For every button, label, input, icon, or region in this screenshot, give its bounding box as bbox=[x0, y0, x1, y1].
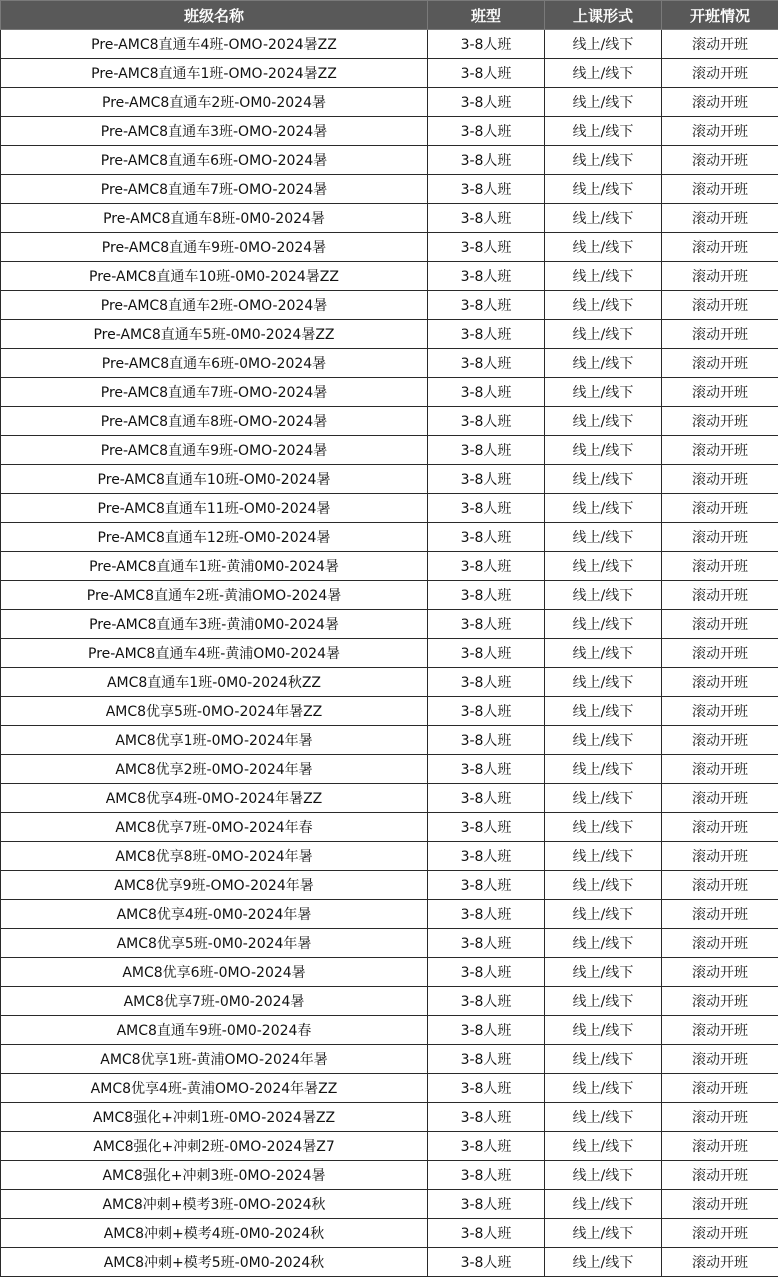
cell-class-mode: 线上/线下 bbox=[545, 639, 662, 668]
cell-class-status: 滚动开班 bbox=[662, 552, 778, 581]
cell-class-status: 滚动开班 bbox=[662, 1219, 778, 1248]
cell-class-name: Pre-AMC8直通车7班-OMO-2024暑 bbox=[1, 378, 428, 407]
table-row bbox=[1, 900, 778, 929]
cell-class-mode: 线上/线下 bbox=[545, 813, 662, 842]
cell-class-mode: 线上/线下 bbox=[545, 1103, 662, 1132]
cell-class-name: Pre-AMC8直通车2班-黄浦OMO-2024暑 bbox=[1, 581, 428, 610]
cell-class-name: Pre-AMC8直通车9班-OMO-2024暑 bbox=[1, 436, 428, 465]
cell-class-name: AMC8优享4班-0MO-2024年暑ZZ bbox=[1, 784, 428, 813]
cell-class-type: 3-8人班 bbox=[428, 987, 545, 1016]
table-row bbox=[1, 987, 778, 1016]
table-row bbox=[1, 581, 778, 610]
table-row bbox=[1, 117, 778, 146]
cell-class-name: AMC8优享4班-0M0-2024年暑 bbox=[1, 900, 428, 929]
cell-class-status: 滚动开班 bbox=[662, 291, 778, 320]
table-row bbox=[1, 59, 778, 88]
cell-class-name: Pre-AMC8直通车3班-OMO-2024暑 bbox=[1, 117, 428, 146]
cell-class-name: AMC8优享1班-0MO-2024年暑 bbox=[1, 726, 428, 755]
cell-class-status: 滚动开班 bbox=[662, 523, 778, 552]
cell-class-name: Pre-AMC8直通车2班-OM0-2024暑 bbox=[1, 88, 428, 117]
cell-class-mode: 线上/线下 bbox=[545, 378, 662, 407]
header-class-mode: 上课形式 bbox=[545, 1, 662, 30]
cell-class-name: Pre-AMC8直通车8班-OMO-2024暑 bbox=[1, 407, 428, 436]
cell-class-mode: 线上/线下 bbox=[545, 320, 662, 349]
table-row bbox=[1, 436, 778, 465]
cell-class-status: 滚动开班 bbox=[662, 30, 778, 59]
cell-class-status: 滚动开班 bbox=[662, 1161, 778, 1190]
cell-class-type: 3-8人班 bbox=[428, 610, 545, 639]
cell-class-name: Pre-AMC8直通车10班-0M0-2024暑ZZ bbox=[1, 262, 428, 291]
cell-class-type: 3-8人班 bbox=[428, 1103, 545, 1132]
cell-class-type: 3-8人班 bbox=[428, 813, 545, 842]
cell-class-status: 滚动开班 bbox=[662, 465, 778, 494]
table-row bbox=[1, 1016, 778, 1045]
header-class-type: 班型 bbox=[428, 1, 545, 30]
cell-class-mode: 线上/线下 bbox=[545, 262, 662, 291]
cell-class-mode: 线上/线下 bbox=[545, 552, 662, 581]
cell-class-mode: 线上/线下 bbox=[545, 958, 662, 987]
cell-class-mode: 线上/线下 bbox=[545, 842, 662, 871]
table-row bbox=[1, 726, 778, 755]
cell-class-status: 滚动开班 bbox=[662, 233, 778, 262]
cell-class-name: AMC8优享7班-0MO-2024年春 bbox=[1, 813, 428, 842]
cell-class-status: 滚动开班 bbox=[662, 726, 778, 755]
cell-class-status: 滚动开班 bbox=[662, 175, 778, 204]
cell-class-name: AMC8优享5班-0M0-2024年暑 bbox=[1, 929, 428, 958]
cell-class-type: 3-8人班 bbox=[428, 59, 545, 88]
table-row bbox=[1, 523, 778, 552]
cell-class-mode: 线上/线下 bbox=[545, 436, 662, 465]
cell-class-status: 滚动开班 bbox=[662, 204, 778, 233]
cell-class-mode: 线上/线下 bbox=[545, 30, 662, 59]
cell-class-name: Pre-AMC8直通车1班-OMO-2024暑ZZ bbox=[1, 59, 428, 88]
cell-class-mode: 线上/线下 bbox=[545, 1248, 662, 1277]
table-row bbox=[1, 88, 778, 117]
cell-class-type: 3-8人班 bbox=[428, 407, 545, 436]
cell-class-name: Pre-AMC8直通车8班-0M0-2024暑 bbox=[1, 204, 428, 233]
table-row bbox=[1, 929, 778, 958]
cell-class-mode: 线上/线下 bbox=[545, 900, 662, 929]
cell-class-name: AMC8优享1班-黄浦OMO-2024年暑 bbox=[1, 1045, 428, 1074]
cell-class-mode: 线上/线下 bbox=[545, 929, 662, 958]
cell-class-type: 3-8人班 bbox=[428, 117, 545, 146]
header-row bbox=[1, 1, 778, 30]
cell-class-name: Pre-AMC8直通车6班-OMO-2024暑 bbox=[1, 146, 428, 175]
cell-class-type: 3-8人班 bbox=[428, 494, 545, 523]
cell-class-mode: 线上/线下 bbox=[545, 871, 662, 900]
cell-class-mode: 线上/线下 bbox=[545, 755, 662, 784]
cell-class-status: 滚动开班 bbox=[662, 349, 778, 378]
cell-class-name: AMC8优享5班-0MO-2024年暑ZZ bbox=[1, 697, 428, 726]
cell-class-name: Pre-AMC8直通车12班-OM0-2024暑 bbox=[1, 523, 428, 552]
cell-class-name: AMC8直通车1班-0M0-2024秋ZZ bbox=[1, 668, 428, 697]
cell-class-mode: 线上/线下 bbox=[545, 1190, 662, 1219]
cell-class-name: AMC8优享4班-黄浦OMO-2024年暑ZZ bbox=[1, 1074, 428, 1103]
cell-class-type: 3-8人班 bbox=[428, 523, 545, 552]
cell-class-type: 3-8人班 bbox=[428, 639, 545, 668]
cell-class-status: 滚动开班 bbox=[662, 1248, 778, 1277]
cell-class-type: 3-8人班 bbox=[428, 1074, 545, 1103]
cell-class-mode: 线上/线下 bbox=[545, 407, 662, 436]
cell-class-name: AMC8冲刺+模考5班-0M0-2024秋 bbox=[1, 1248, 428, 1277]
cell-class-name: AMC8冲刺+模考4班-0M0-2024秋 bbox=[1, 1219, 428, 1248]
cell-class-status: 滚动开班 bbox=[662, 842, 778, 871]
cell-class-status: 滚动开班 bbox=[662, 697, 778, 726]
cell-class-name: Pre-AMC8直通车4班-OMO-2024暑ZZ bbox=[1, 30, 428, 59]
cell-class-mode: 线上/线下 bbox=[545, 1161, 662, 1190]
header-class-status: 开班情况 bbox=[662, 1, 778, 30]
cell-class-mode: 线上/线下 bbox=[545, 610, 662, 639]
cell-class-type: 3-8人班 bbox=[428, 581, 545, 610]
cell-class-type: 3-8人班 bbox=[428, 552, 545, 581]
cell-class-mode: 线上/线下 bbox=[545, 1016, 662, 1045]
cell-class-mode: 线上/线下 bbox=[545, 987, 662, 1016]
cell-class-status: 滚动开班 bbox=[662, 755, 778, 784]
cell-class-mode: 线上/线下 bbox=[545, 349, 662, 378]
cell-class-name: Pre-AMC8直通车11班-OM0-2024暑 bbox=[1, 494, 428, 523]
table-row bbox=[1, 1248, 778, 1277]
cell-class-type: 3-8人班 bbox=[428, 175, 545, 204]
table-row bbox=[1, 552, 778, 581]
table-row bbox=[1, 1132, 778, 1161]
cell-class-mode: 线上/线下 bbox=[545, 291, 662, 320]
table-row bbox=[1, 1161, 778, 1190]
cell-class-name: AMC8直通车9班-0M0-2024春 bbox=[1, 1016, 428, 1045]
table-row bbox=[1, 958, 778, 987]
table-row bbox=[1, 639, 778, 668]
cell-class-name: AMC8优享7班-0M0-2024暑 bbox=[1, 987, 428, 1016]
cell-class-status: 滚动开班 bbox=[662, 813, 778, 842]
table-row bbox=[1, 871, 778, 900]
cell-class-mode: 线上/线下 bbox=[545, 726, 662, 755]
header-class-name: 班级名称 bbox=[1, 1, 428, 30]
table-row bbox=[1, 175, 778, 204]
table-row bbox=[1, 813, 778, 842]
table-row bbox=[1, 1219, 778, 1248]
cell-class-type: 3-8人班 bbox=[428, 349, 545, 378]
cell-class-type: 3-8人班 bbox=[428, 378, 545, 407]
cell-class-status: 滚动开班 bbox=[662, 1103, 778, 1132]
table-row bbox=[1, 320, 778, 349]
cell-class-mode: 线上/线下 bbox=[545, 465, 662, 494]
table-row bbox=[1, 465, 778, 494]
cell-class-status: 滚动开班 bbox=[662, 871, 778, 900]
table-row bbox=[1, 784, 778, 813]
cell-class-status: 滚动开班 bbox=[662, 581, 778, 610]
cell-class-name: Pre-AMC8直通车3班-黄浦0M0-2024暑 bbox=[1, 610, 428, 639]
table-row bbox=[1, 1045, 778, 1074]
table-row bbox=[1, 755, 778, 784]
table-row bbox=[1, 233, 778, 262]
cell-class-status: 滚动开班 bbox=[662, 958, 778, 987]
table-row bbox=[1, 30, 778, 59]
cell-class-status: 滚动开班 bbox=[662, 436, 778, 465]
cell-class-type: 3-8人班 bbox=[428, 842, 545, 871]
cell-class-name: AMC8强化+冲刺1班-0MO-2024暑ZZ bbox=[1, 1103, 428, 1132]
cell-class-type: 3-8人班 bbox=[428, 1248, 545, 1277]
cell-class-status: 滚动开班 bbox=[662, 378, 778, 407]
cell-class-type: 3-8人班 bbox=[428, 262, 545, 291]
cell-class-type: 3-8人班 bbox=[428, 88, 545, 117]
cell-class-type: 3-8人班 bbox=[428, 726, 545, 755]
cell-class-type: 3-8人班 bbox=[428, 320, 545, 349]
cell-class-mode: 线上/线下 bbox=[545, 233, 662, 262]
table-row bbox=[1, 697, 778, 726]
cell-class-status: 滚动开班 bbox=[662, 59, 778, 88]
cell-class-type: 3-8人班 bbox=[428, 204, 545, 233]
cell-class-mode: 线上/线下 bbox=[545, 494, 662, 523]
cell-class-type: 3-8人班 bbox=[428, 1132, 545, 1161]
cell-class-mode: 线上/线下 bbox=[545, 1074, 662, 1103]
cell-class-status: 滚动开班 bbox=[662, 668, 778, 697]
cell-class-mode: 线上/线下 bbox=[545, 204, 662, 233]
cell-class-name: AMC8优享9班-OMO-2024年暑 bbox=[1, 871, 428, 900]
table-row bbox=[1, 1074, 778, 1103]
cell-class-status: 滚动开班 bbox=[662, 407, 778, 436]
cell-class-type: 3-8人班 bbox=[428, 146, 545, 175]
cell-class-status: 滚动开班 bbox=[662, 1016, 778, 1045]
table-row bbox=[1, 1103, 778, 1132]
cell-class-status: 滚动开班 bbox=[662, 146, 778, 175]
cell-class-name: Pre-AMC8直通车6班-0MO-2024暑 bbox=[1, 349, 428, 378]
cell-class-status: 滚动开班 bbox=[662, 88, 778, 117]
table-row bbox=[1, 1190, 778, 1219]
cell-class-mode: 线上/线下 bbox=[545, 668, 662, 697]
cell-class-status: 滚动开班 bbox=[662, 610, 778, 639]
cell-class-type: 3-8人班 bbox=[428, 929, 545, 958]
cell-class-type: 3-8人班 bbox=[428, 465, 545, 494]
table-row bbox=[1, 146, 778, 175]
cell-class-name: Pre-AMC8直通车1班-黄浦0M0-2024暑 bbox=[1, 552, 428, 581]
cell-class-name: AMC8强化+冲刺3班-0MO-2024暑 bbox=[1, 1161, 428, 1190]
table-row bbox=[1, 349, 778, 378]
cell-class-mode: 线上/线下 bbox=[545, 88, 662, 117]
cell-class-name: Pre-AMC8直通车7班-OMO-2024暑 bbox=[1, 175, 428, 204]
table-body bbox=[1, 30, 778, 1277]
cell-class-mode: 线上/线下 bbox=[545, 1132, 662, 1161]
cell-class-status: 滚动开班 bbox=[662, 900, 778, 929]
cell-class-mode: 线上/线下 bbox=[545, 175, 662, 204]
cell-class-status: 滚动开班 bbox=[662, 1045, 778, 1074]
table-row bbox=[1, 668, 778, 697]
cell-class-status: 滚动开班 bbox=[662, 1190, 778, 1219]
cell-class-type: 3-8人班 bbox=[428, 1045, 545, 1074]
cell-class-mode: 线上/线下 bbox=[545, 581, 662, 610]
cell-class-name: Pre-AMC8直通车5班-0M0-2024暑ZZ bbox=[1, 320, 428, 349]
cell-class-mode: 线上/线下 bbox=[545, 523, 662, 552]
cell-class-status: 滚动开班 bbox=[662, 1132, 778, 1161]
cell-class-type: 3-8人班 bbox=[428, 436, 545, 465]
cell-class-status: 滚动开班 bbox=[662, 987, 778, 1016]
cell-class-type: 3-8人班 bbox=[428, 871, 545, 900]
cell-class-name: Pre-AMC8直通车4班-黄浦OM0-2024暑 bbox=[1, 639, 428, 668]
cell-class-mode: 线上/线下 bbox=[545, 59, 662, 88]
cell-class-type: 3-8人班 bbox=[428, 958, 545, 987]
cell-class-name: Pre-AMC8直通车2班-OMO-2024暑 bbox=[1, 291, 428, 320]
cell-class-status: 滚动开班 bbox=[662, 639, 778, 668]
cell-class-mode: 线上/线下 bbox=[545, 697, 662, 726]
cell-class-type: 3-8人班 bbox=[428, 900, 545, 929]
cell-class-name: Pre-AMC8直通车9班-0MO-2024暑 bbox=[1, 233, 428, 262]
table-row bbox=[1, 610, 778, 639]
cell-class-status: 滚动开班 bbox=[662, 320, 778, 349]
cell-class-mode: 线上/线下 bbox=[545, 1045, 662, 1074]
cell-class-name: AMC8优享2班-0MO-2024年暑 bbox=[1, 755, 428, 784]
cell-class-name: AMC8冲刺+模考3班-0MO-2024秋 bbox=[1, 1190, 428, 1219]
cell-class-type: 3-8人班 bbox=[428, 668, 545, 697]
cell-class-type: 3-8人班 bbox=[428, 233, 545, 262]
cell-class-type: 3-8人班 bbox=[428, 1016, 545, 1045]
cell-class-mode: 线上/线下 bbox=[545, 784, 662, 813]
cell-class-type: 3-8人班 bbox=[428, 291, 545, 320]
cell-class-type: 3-8人班 bbox=[428, 784, 545, 813]
cell-class-status: 滚动开班 bbox=[662, 929, 778, 958]
table-row bbox=[1, 204, 778, 233]
table-row bbox=[1, 291, 778, 320]
cell-class-type: 3-8人班 bbox=[428, 1219, 545, 1248]
cell-class-type: 3-8人班 bbox=[428, 30, 545, 59]
cell-class-status: 滚动开班 bbox=[662, 262, 778, 291]
cell-class-type: 3-8人班 bbox=[428, 755, 545, 784]
table-header bbox=[1, 1, 778, 30]
cell-class-type: 3-8人班 bbox=[428, 1161, 545, 1190]
cell-class-name: AMC8强化+冲刺2班-0MO-2024暑Z7 bbox=[1, 1132, 428, 1161]
cell-class-status: 滚动开班 bbox=[662, 117, 778, 146]
table-row bbox=[1, 494, 778, 523]
cell-class-mode: 线上/线下 bbox=[545, 146, 662, 175]
table-row bbox=[1, 378, 778, 407]
cell-class-type: 3-8人班 bbox=[428, 1190, 545, 1219]
cell-class-status: 滚动开班 bbox=[662, 784, 778, 813]
table-row bbox=[1, 842, 778, 871]
cell-class-name: AMC8优享8班-0MO-2024年暑 bbox=[1, 842, 428, 871]
cell-class-status: 滚动开班 bbox=[662, 494, 778, 523]
cell-class-mode: 线上/线下 bbox=[545, 117, 662, 146]
cell-class-name: AMC8优享6班-0MO-2024暑 bbox=[1, 958, 428, 987]
table-row bbox=[1, 407, 778, 436]
cell-class-status: 滚动开班 bbox=[662, 1074, 778, 1103]
cell-class-mode: 线上/线下 bbox=[545, 1219, 662, 1248]
table-row bbox=[1, 262, 778, 291]
cell-class-type: 3-8人班 bbox=[428, 697, 545, 726]
cell-class-name: Pre-AMC8直通车10班-OM0-2024暑 bbox=[1, 465, 428, 494]
